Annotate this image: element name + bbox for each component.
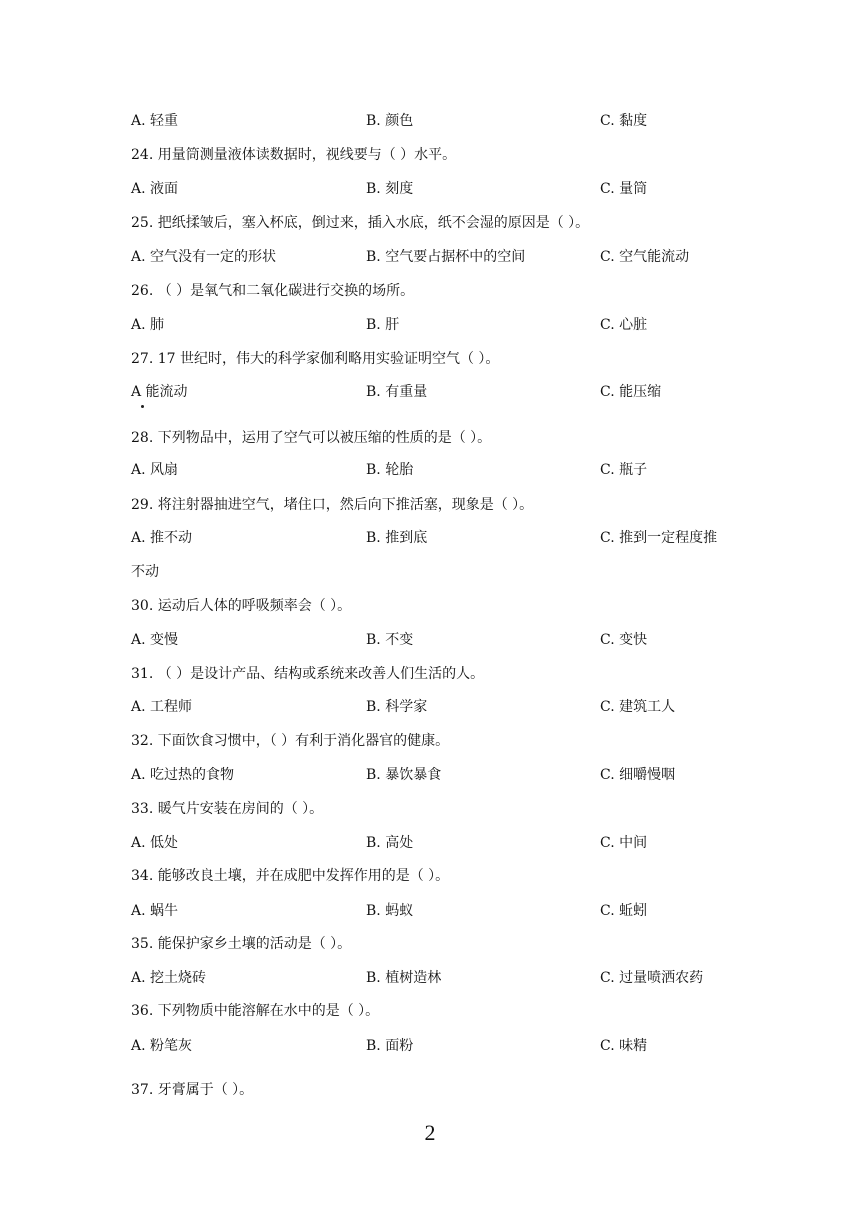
option-c: C. 空气能流动 [600,249,690,265]
question-text: 35. 能保护家乡土壤的活动是（ ）。 [131,936,352,952]
option-b: B. 高处 [366,835,414,851]
options-row [131,968,800,988]
option-a: A. 工程师 [131,699,193,715]
option-c: C. 黏度 [600,113,648,129]
option-c: C. 量筒 [600,181,648,197]
option-b: B. 颜色 [366,113,414,129]
question-text: 28. 下列物品中，运用了空气可以被压缩的性质的是（ ）。 [131,430,492,446]
option-a: A. 推不动 [131,530,193,546]
option-b: B. 推到底 [366,530,428,546]
question-text: 32. 下面饮食习惯中，（ ）有利于消化器官的健康。 [131,733,450,749]
option-b: B. 空气要占据杯中的空间 [366,249,526,265]
question-text: 30. 运动后人体的呼吸频率会（ ）。 [131,598,352,614]
question-text: 33. 暖气片安装在房间的（ ）。 [131,801,324,817]
question-text: 29. 将注射器抽进空气，堵住口，然后向下推活塞，现象是（ ）。 [131,497,534,513]
options-row [131,1036,800,1056]
option-b: B. 植树造林 [366,970,442,986]
options-row [131,315,800,335]
option-b: B. 刻度 [366,181,414,197]
option-c: C. 瓶子 [600,462,648,478]
options-row [131,765,800,785]
options-row [131,528,800,548]
option-c: C. 蚯蚓 [600,903,648,919]
option-a: A. 肺 [131,317,165,333]
option-b: B. 蚂蚁 [366,903,414,919]
question-text: 36. 下列物质中能溶解在水中的是（ ）。 [131,1003,380,1019]
option-c: C. 建筑工人 [600,699,676,715]
option-a: A. 粉笔灰 [131,1038,193,1054]
option-b: B. 面粉 [366,1038,414,1054]
options-row [131,460,800,480]
option-a: A. 液面 [131,181,179,197]
options-row [131,901,800,921]
option-a: A. 挖土烧砖 [131,970,207,986]
option-c: C. 细嚼慢咽 [600,767,676,783]
page-number: 2 [424,1120,436,1145]
option-a: A. 吃过热的食物 [131,767,235,783]
question-text: 24. 用量筒测量液体读数据时，视线要与（ ）水平。 [131,147,457,163]
question-text: 34. 能够改良土壤，并在成肥中发挥作用的是（ ）。 [131,868,450,884]
option-c: C. 变快 [600,632,648,648]
option-c: C. 中间 [600,835,648,851]
question-text: 31. （ ）是设计产品、结构或系统来改善人们生活的人。 [131,666,485,682]
option-b: B. 科学家 [366,699,428,715]
options-row [131,111,800,131]
option-a: A. 蜗牛 [131,903,179,919]
options-row [131,630,800,650]
option-a: A. 风扇 [131,462,179,478]
option-b: B. 不变 [366,632,414,648]
option-a: A. 轻重 [131,113,179,129]
stray-dot-mark [141,405,144,408]
options-row [131,247,800,267]
question-text: 26. （ ）是氧气和二氧化碳进行交换的场所。 [131,283,415,299]
option-a: A. 变慢 [131,632,179,648]
question-text: 37. 牙膏属于（ ）。 [131,1082,254,1098]
options-row [131,697,800,717]
option-c: C. 推到一定程度推 [600,530,718,546]
option-b: B. 轮胎 [366,462,414,478]
option-a: A. 空气没有一定的形状 [131,249,277,265]
question-text: 25. 把纸揉皱后，塞入杯底，倒过来，插入水底，纸不会湿的原因是（ ）。 [131,215,590,231]
question-text: 不动 [131,564,159,580]
options-row [131,179,800,199]
option-c: C. 能压缩 [600,384,662,400]
option-b: B. 暴饮暴食 [366,767,442,783]
option-c: C. 过量喷洒农药 [600,970,704,986]
option-b: B. 有重量 [366,384,428,400]
question-text: 27. 17 世纪时，伟大的科学家伽利略用实验证明空气（ ）。 [131,351,500,367]
option-c: C. 味精 [600,1038,648,1054]
option-b: B. 肝 [366,317,400,333]
option-a: A. 低处 [131,835,179,851]
option-c: C. 心脏 [600,317,648,333]
option-a: A 能流动 [131,384,188,400]
options-row [131,833,800,853]
options-row [131,382,800,402]
